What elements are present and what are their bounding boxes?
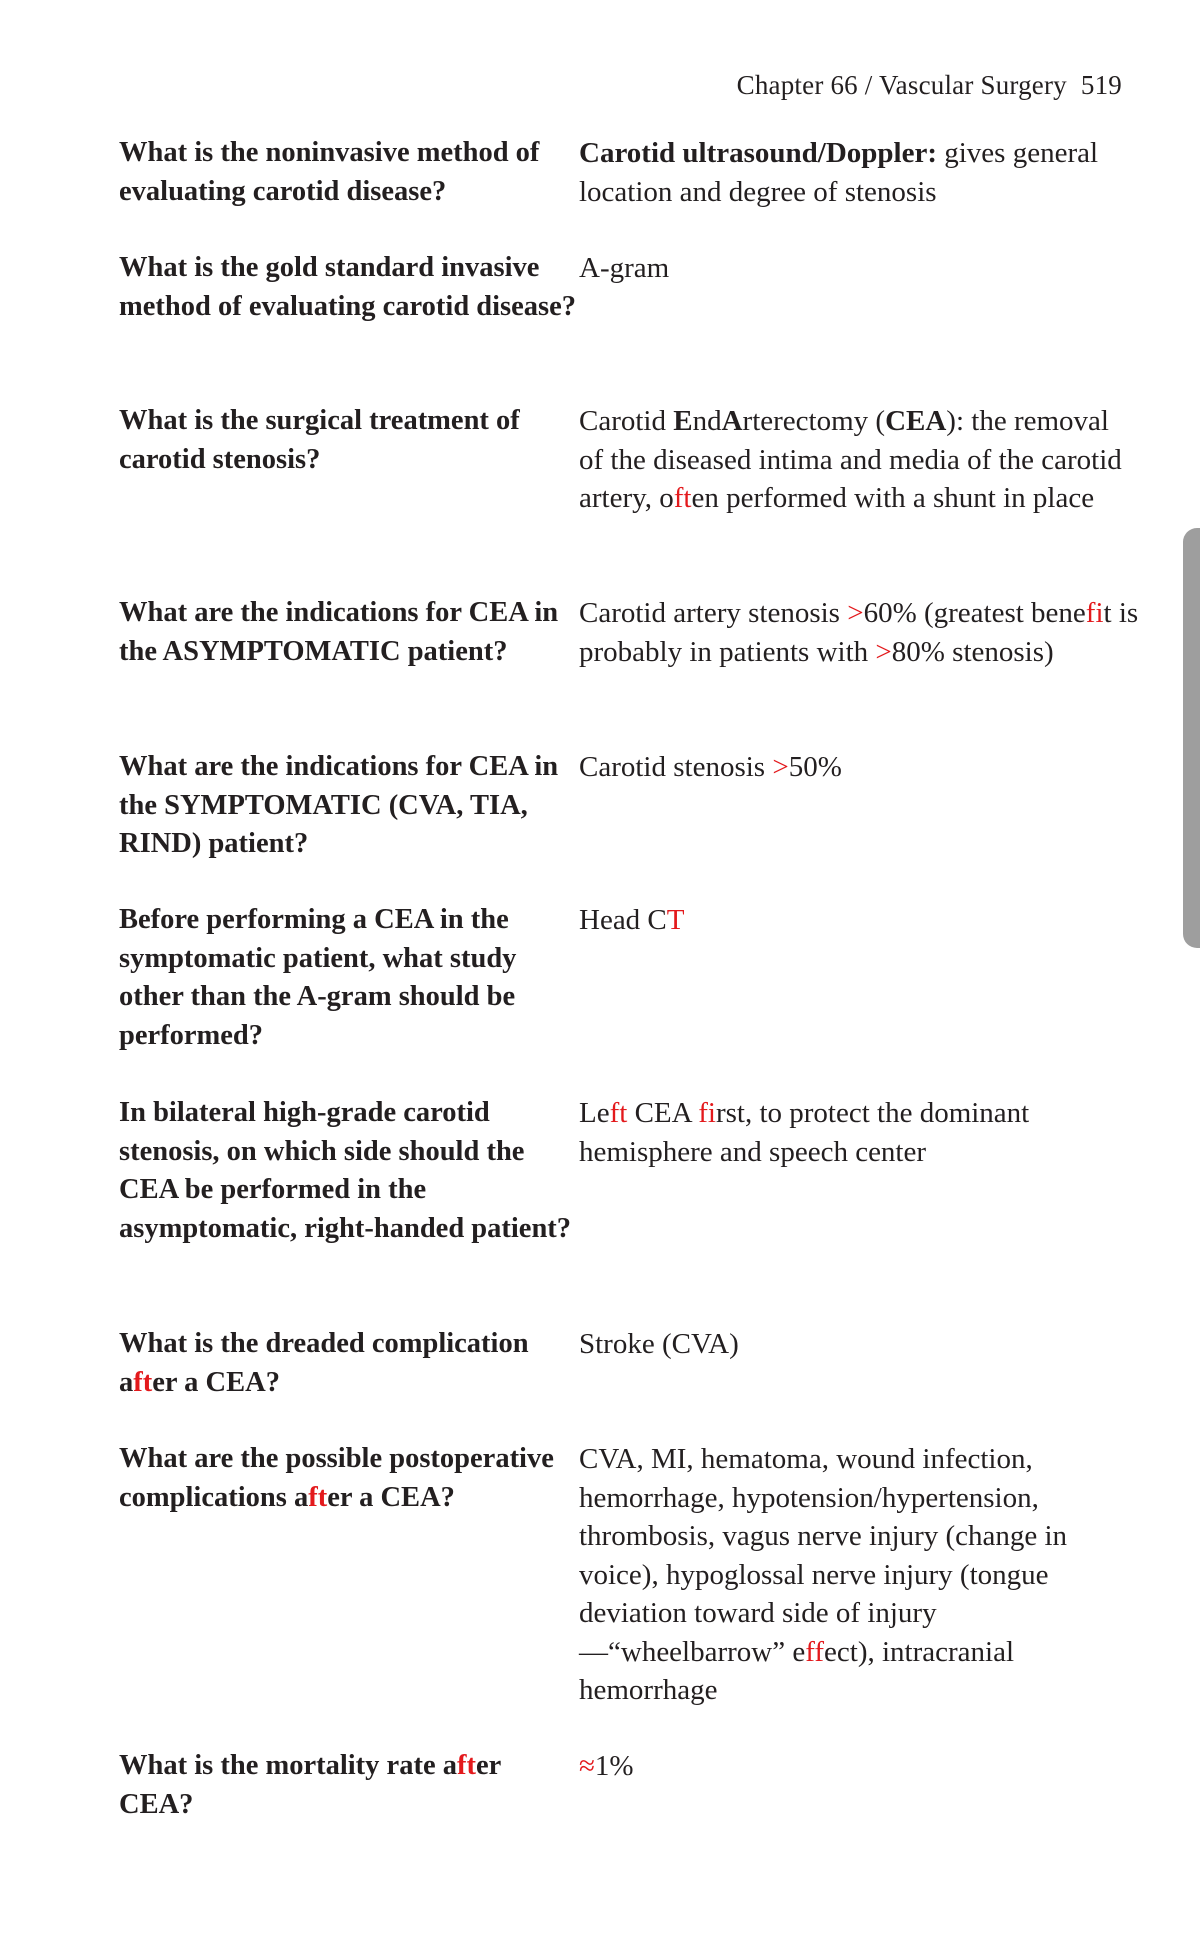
question (119, 1094, 579, 1248)
text-run: er a CEA? (327, 1481, 455, 1513)
question (119, 748, 579, 864)
qa-row (119, 1325, 1129, 1402)
qa-row (119, 1094, 1129, 1248)
qa-row (119, 901, 1129, 1055)
running-head (737, 70, 1122, 101)
text-run: Carotid stenosis (579, 751, 773, 783)
qa-row (119, 249, 1129, 326)
text-run: What are the possible postoperative complications a (119, 1443, 554, 1513)
text-run: Carotid (579, 405, 674, 437)
text-run: 80% stenosis) (891, 635, 1054, 668)
text-run: CEA (627, 1097, 699, 1129)
question (119, 1440, 579, 1517)
text-run: 1% (594, 1750, 634, 1782)
text-run: ): the removal of the diseased intima and media of the carotid artery, o (579, 405, 1122, 514)
text-run: ft (133, 1366, 153, 1398)
thumb-index-tab (1183, 528, 1200, 948)
text-run: rst, to protect the dominant hemisphere and speech center (579, 1097, 1030, 1168)
text-run: fi (698, 1097, 716, 1129)
text-run: What is the noninvasive method of evaluating carotid disease? (119, 137, 540, 207)
qa-row (119, 748, 1129, 864)
question (119, 901, 579, 1055)
text-run: fi (1085, 597, 1104, 629)
text-run: Carotid ultrasound/Doppler: (579, 137, 937, 169)
answer (579, 1440, 1139, 1710)
text-run: What is the gold standard invasive method of evaluating carotid disease? (119, 252, 577, 322)
qa-row (119, 594, 1139, 671)
text-run: > (772, 751, 789, 783)
answer (579, 1747, 1139, 1786)
text-run: 60% (greatest bene (863, 597, 1086, 629)
qa-row (119, 402, 1129, 514)
answer (579, 402, 1139, 518)
text-run: ft (308, 1481, 328, 1513)
question (119, 1325, 579, 1402)
text-run: t is probably in patients with (579, 597, 1139, 668)
text-run: What are the indications for CEA in the ASYMPTOMATIC patient? (119, 597, 559, 667)
text-run: er a CEA? (152, 1366, 280, 1398)
answer (579, 134, 1139, 211)
qa-row (119, 134, 1129, 211)
answer (579, 594, 1139, 671)
text-run: In bilateral high-grade carotid stenosis, on which side should the CEA be performed in the asymptomatic, right-handed patient? (119, 1097, 572, 1244)
text-run: ft (609, 1097, 628, 1129)
qa-row (119, 1747, 1129, 1824)
text-run: What is the mortality rate a (119, 1750, 457, 1781)
text-run: er CEA? (119, 1750, 501, 1820)
answer (579, 748, 1139, 787)
text-run: > (847, 597, 864, 629)
text-run: What is the surgical treatment of carotid stenosis? (119, 405, 520, 475)
chapter-title: Chapter 66 / Vascular Surgery (736, 70, 1067, 100)
answer (579, 249, 1139, 288)
text-run: en performed with a shunt in place (691, 482, 1095, 514)
text-run: Head C (579, 904, 667, 936)
text-run: gives general location and degree of stenosis (579, 137, 1099, 208)
text-run: ft (456, 1750, 476, 1781)
text-run: Before performing a CEA in the symptomatic patient, what study other than the A-gram should be performed? (119, 904, 517, 1051)
question (119, 249, 579, 326)
text-run: Stroke (CVA) (579, 1328, 739, 1360)
text-run: rterectomy ( (742, 405, 886, 437)
text-run: A (721, 405, 743, 437)
text-run: ect), intracranial hemorrhage (579, 1635, 1015, 1706)
text-run: E (673, 405, 693, 437)
answer (579, 901, 1139, 940)
text-run: ff (805, 1635, 825, 1668)
text-run: What is the dreaded complication a (119, 1328, 529, 1398)
text-run: A-gram (579, 252, 670, 284)
text-run: Le (579, 1097, 610, 1129)
text-run: CVA, MI, hematoma, wound infection, hemorrhage, hypotension/hypertension, thrombosis, vagus nerve injury (change in voice), hypoglossal nerve injury (tongue deviation toward side of injury—“wheelbarrow” e (579, 1443, 1068, 1668)
text-run: CEA (885, 405, 947, 437)
question (119, 1747, 579, 1824)
answer (579, 1094, 1139, 1171)
question (119, 594, 579, 671)
text-run: nd (692, 405, 722, 437)
text-run: Carotid artery stenosis (579, 597, 848, 629)
answer (579, 1325, 1139, 1364)
text-run: What are the indications for CEA in the SYMPTOMATIC (CVA, TIA, RIND) patient? (119, 751, 559, 859)
text-run: T (666, 904, 685, 936)
text-run: ft (673, 482, 692, 514)
page-number: 519 (1080, 70, 1122, 100)
text-run: > (875, 635, 892, 668)
qa-row (119, 1440, 1129, 1706)
question (119, 402, 579, 479)
text-run: 50% (788, 751, 842, 783)
text-run: ≈ (579, 1750, 595, 1782)
question (119, 134, 579, 211)
